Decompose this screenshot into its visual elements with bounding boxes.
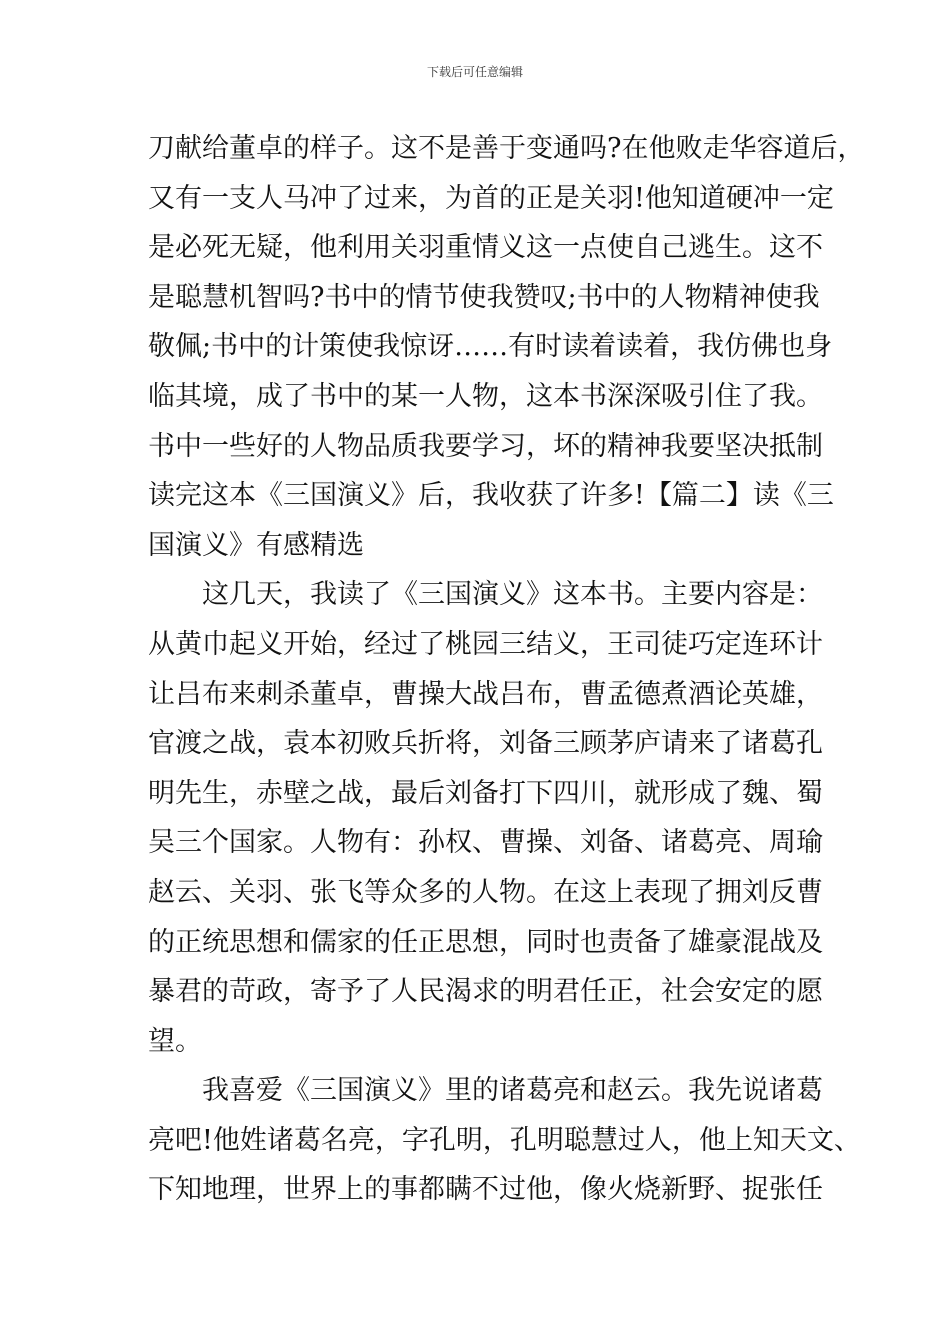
text-line: 下知地理，世界上的事都瞒不过他，像火烧新野、捉张任 [148, 1174, 823, 1206]
text-line: 临其境，成了书中的某一人物，这本书深深吸引住了我。 [148, 380, 823, 412]
paragraph-start-line: 这几天，我读了《三国演义》这本书。主要内容是： [202, 579, 823, 611]
text-line: 是必死无疑，他利用关羽重情义这一点使自己逃生。这不 [148, 232, 823, 264]
text-line: 暴君的苛政，寄予了人民渴求的明君任正，社会安定的愿 [148, 976, 823, 1008]
text-line: 是聪慧机智吗?书中的情节使我赞叹;书中的人物精神使我 [148, 281, 820, 313]
text-line: 读完这本《三国演义》后，我收获了许多!【篇二】读《三 [148, 480, 834, 512]
text-line: 又有一支人马冲了过来，为首的正是关羽!他知道硬冲一定 [148, 182, 834, 214]
text-line: 明先生，赤壁之战，最后刘备打下四川，就形成了魏、蜀 [148, 777, 823, 809]
text-line: 刀献给董卓的样子。这不是善于变通吗?在他败走华容道后， [148, 133, 865, 164]
text-line: 的正统思想和儒家的任正思想，同时也责备了雄豪混战及 [148, 926, 823, 958]
text-line: 书中一些好的人物品质我要学习，坏的精神我要坚决抵制 [148, 430, 823, 462]
page-header: 下载后可任意编辑 [426, 65, 523, 79]
text-line: 望。 [148, 1025, 202, 1057]
text-line: 国演义》有感精选 [148, 529, 364, 561]
text-line: 让吕布来刺杀董卓，曹操大战吕布，曹孟德煮酒论英雄， [148, 678, 823, 710]
text-line: 亮吧!他姓诸葛名亮，字孔明，孔明聪慧过人，他上知天文、 [148, 1124, 861, 1156]
document-body [148, 124, 865, 1215]
text-line: 赵云、关羽、张飞等众多的人物。在这上表现了拥刘反曹 [148, 876, 823, 908]
paragraph-start-line: 我喜爱《三国演义》里的诸葛亮和赵云。我先说诸葛 [202, 1075, 823, 1107]
text-line: 敬佩;书中的计策使我惊讶……有时读着读着，我仿佛也身 [148, 331, 833, 363]
text-line: 从黄巾起义开始，经过了桃园三结义，王司徒巧定连环计 [148, 628, 823, 660]
text-line: 吴三个国家。人物有：孙权、曹操、刘备、诸葛亮、周瑜 [148, 827, 823, 859]
text-line: 官渡之战，袁本初败兵折将，刘备三顾茅庐请来了诸葛孔 [148, 728, 823, 760]
